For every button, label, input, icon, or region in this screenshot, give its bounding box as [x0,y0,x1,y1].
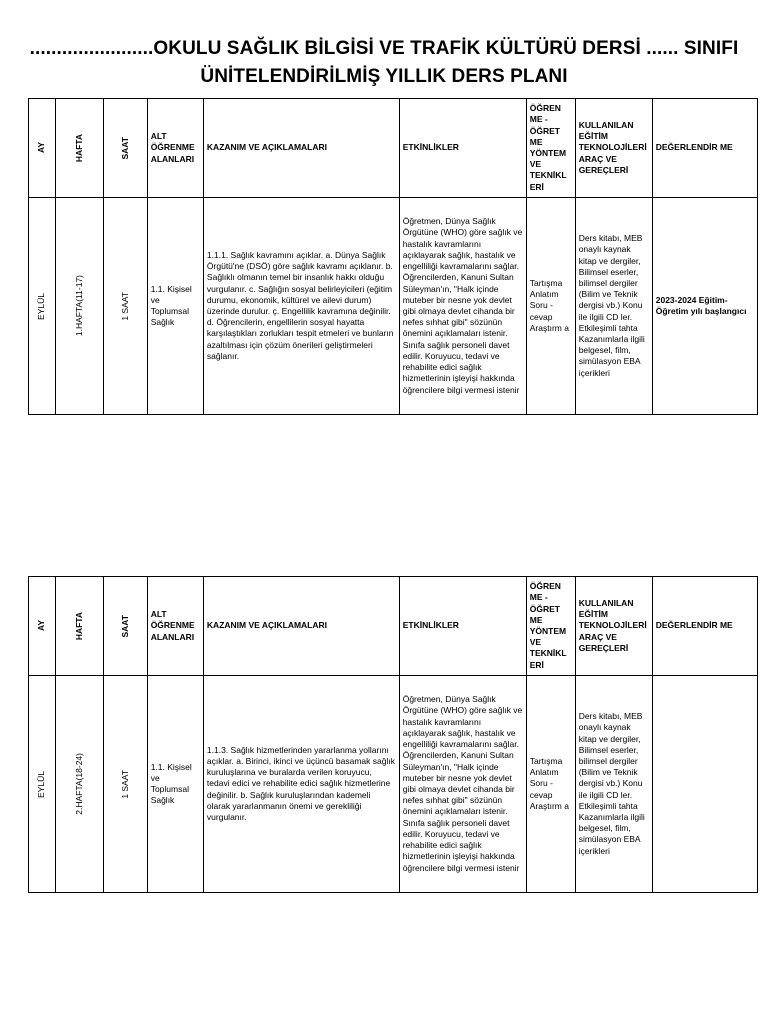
cell-degerlendirme [652,676,757,893]
header-teknoloji: KULLANILAN EĞİTİM TEKNOLOJİLERİ ARAÇ VE GEREÇLERİ [575,577,652,676]
header-hafta: HAFTA [56,99,104,198]
header-kazanim: KAZANIM VE AÇIKLAMALARI [203,99,399,198]
cell-degerlendirme: 2023-2024 Eğitim-Öğretim yılı başlangıcı [652,198,757,415]
header-etkinlikler: ETKİNLİKLER [399,577,526,676]
cell-etkinlikler: Öğretmen, Dünya Sağlık Örgütüne (WHO) göre sağlık ve hastalık kavramlarını açıklayarak sağlık, hastalık ve engelliliği kavramalarını sağlar. Öğrencilerden, Kanuni Sultan Süleyman'ın, "Halk içinde muteber bir nesne yok devlet gibi olmaya devlet cihanda bir nefes sıhhat gibi" sözünün önemini açıklamaları istenir. Sınıfa sağlık personeli davet edilir. Koruyucu, tedavi ve rehabilite edici sağlık hizmetlerinin işleyişi hakkında öğrencilere bilgi vermesi istenir [399,198,526,415]
header-saat: SAAT [103,577,147,676]
document-title: .......................OKULU SAĞLIK BİLGİSİ VE TRAFİK KÜLTÜRÜ DERSİ ...... SINIFI [29,38,739,59]
header-yontem: ÖĞREN ME - ÖĞRET ME YÖNTEM VE TEKNİKL ERİ [526,577,575,676]
cell-hafta: 1.HAFTA(11-17) [56,198,104,415]
cell-saat: 1 SAAT [103,198,147,415]
header-saat: SAAT [103,99,147,198]
header-kazanim: KAZANIM VE AÇIKLAMALARI [203,577,399,676]
cell-hafta: 2.HAFTA(18-24) [56,676,104,893]
table-row [29,676,758,893]
cell-kazanim: 1.1.1. Sağlık kavramını açıklar. a. Dünya Sağlık Örgütü'ne (DSÖ) göre sağlık kavramı açıklanır. b. Sağlıklı olmanın temel bir insanlık hakkı olduğu vurgulanır. c. Sağlığın sosyal belirleyicileri (eğitim durumu, ekonomik, kültürel ve ailevi durum) üzerinde durulur. ç. Engellilik kavramına değinilir. d. Öğrencilerin, engellilerin sosyal hayatta karşılaştıkları zorlukları tespit etmeleri ve bunların azaltılması için çözüm önerileri geliştirmeleri sağlanır. [203,198,399,415]
document-subtitle: ÜNİTELENDİRİLMİŞ YILLIK DERS PLANI [200,66,568,87]
header-etkinlikler: ETKİNLİKLER [399,99,526,198]
header-degerlendirme: DEĞERLENDİR ME [652,577,757,676]
cell-ay: EYLÜL [29,198,56,415]
header-degerlendirme: DEĞERLENDİR ME [652,99,757,198]
cell-alt-ogrenme: 1.1. Kişisel ve Toplumsal Sağlık [147,676,203,893]
header-teknoloji: KULLANILAN EĞİTİM TEKNOLOJİLERİ ARAÇ VE GEREÇLERİ [575,99,652,198]
plan-table-2 [28,576,758,893]
table-row [29,198,758,415]
cell-kazanim: 1.1.3. Sağlık hizmetlerinden yararlanma yollarını açıklar. a. Birinci, ikinci ve üçüncü basamak sağlık kuruluşlarına ve buralarda verilen koruyucu, tedavi edici ve rehabilite edici sağlık hizmetlerine değinilir. b. Sağlık kuruluşlarından kademeli olarak yararlanmanın önemi ve gerekliliği vurgulanır. [203,676,399,893]
header-ay: AY [29,99,56,198]
header-yontem: ÖĞREN ME - ÖĞRET ME YÖNTEM VE TEKNİKL ERİ [526,99,575,198]
cell-yontem: Tartışma Anlatım Soru - cevap Araştırm a [526,198,575,415]
cell-ay: EYLÜL [29,676,56,893]
header-alt-ogrenme: ALT ÖĞRENME ALANLARI [147,99,203,198]
header-alt-ogrenme: ALT ÖĞRENME ALANLARI [147,577,203,676]
cell-teknoloji: Ders kitabı, MEB onaylı kaynak kitap ve dergiler, Bilimsel eserler, bilimsel dergiler (Bilim ve Teknik dergisi vb.) Konu ile ilgili CD ler. Etkileşimli tahta Kazanımlarla ilgili belgesel, film, simülasyon EBA içerikleri [575,198,652,415]
header-hafta: HAFTA [56,577,104,676]
cell-yontem: Tartışma Anlatım Soru - cevap Araştırm a [526,676,575,893]
cell-alt-ogrenme: 1.1. Kişisel ve Toplumsal Sağlık [147,198,203,415]
plan-table-1 [28,98,758,415]
cell-etkinlikler: Öğretmen, Dünya Sağlık Örgütüne (WHO) göre sağlık ve hastalık kavramlarını açıklayarak sağlık, hastalık ve engelliliği kavramalarını sağlar. Öğrencilerden, Kanuni Sultan Süleyman'ın, "Halk içinde muteber bir nesne yok devlet gibi olmaya devlet cihanda bir nefes sıhhat gibi" sözünün önemini açıklamaları istenir. Sınıfa sağlık personeli davet edilir. Koruyucu, tedavi ve rehabilite edici sağlık hizmetlerinin işleyişi hakkında öğrencilere bilgi vermesi istenir [399,676,526,893]
cell-teknoloji: Ders kitabı, MEB onaylı kaynak kitap ve dergiler, Bilimsel eserler, bilimsel dergiler (Bilim ve Teknik dergisi vb.) Konu ile ilgili CD ler. Etkileşimli tahta Kazanımlarla ilgili belgesel, film, simülasyon EBA içerikleri [575,676,652,893]
table-header-row [29,577,758,676]
table-header-row [29,99,758,198]
cell-saat: 1 SAAT [103,676,147,893]
header-ay: AY [29,577,56,676]
